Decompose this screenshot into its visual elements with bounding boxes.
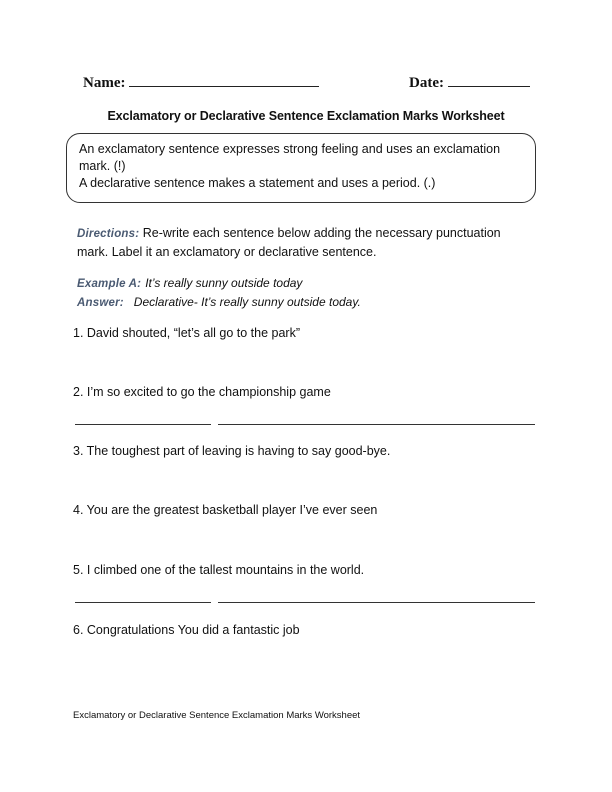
definition-box	[66, 133, 536, 203]
example-answer	[77, 295, 361, 309]
answer-line[interactable]	[218, 602, 535, 603]
directions-continued: mark. Label it an exclamatory or declarative sentence.	[77, 245, 377, 259]
date-field[interactable]	[409, 72, 530, 92]
directions	[77, 226, 501, 240]
question-4: 4. You are the greatest basketball player I’ve ever seen	[73, 503, 378, 517]
example-text: It’s really sunny outside today	[145, 276, 303, 290]
definition-line: A declarative sentence makes a statement and uses a period. (.)	[79, 176, 436, 190]
name-label: Name:	[83, 75, 126, 91]
name-line[interactable]	[129, 72, 319, 87]
answer-line[interactable]	[75, 602, 211, 603]
question-6: 6. Congratulations You did a fantastic job	[73, 623, 300, 637]
directions-label: Directions:	[77, 228, 140, 240]
answer-text: Declarative- It’s really sunny outside today.	[133, 295, 361, 309]
name-field[interactable]	[83, 72, 319, 92]
directions-text: Re-write each sentence below adding the necessary punctuation	[142, 226, 501, 240]
example-label: Example A:	[77, 278, 142, 290]
answer-line[interactable]	[218, 424, 535, 425]
answer-line[interactable]	[75, 424, 211, 425]
answer-label: Answer:	[77, 297, 124, 309]
question-3: 3. The toughest part of leaving is having to say good-bye.	[73, 444, 391, 458]
question-5: 5. I climbed one of the tallest mountains in the world.	[73, 563, 365, 577]
footer: Exclamatory or Declarative Sentence Exclamation Marks Worksheet	[73, 710, 361, 721]
worksheet-title: Exclamatory or Declarative Sentence Exclamation Marks Worksheet	[107, 109, 505, 123]
example	[77, 276, 302, 290]
question-1: 1. David shouted, “let’s all go to the park”	[73, 326, 300, 340]
definition-line: mark. (!)	[79, 159, 126, 173]
date-label: Date:	[409, 75, 444, 91]
date-line[interactable]	[448, 72, 530, 87]
question-2: 2. I’m so excited to go the championship game	[73, 385, 331, 399]
definition-line: An exclamatory sentence expresses strong feeling and uses an exclamation	[79, 142, 501, 156]
